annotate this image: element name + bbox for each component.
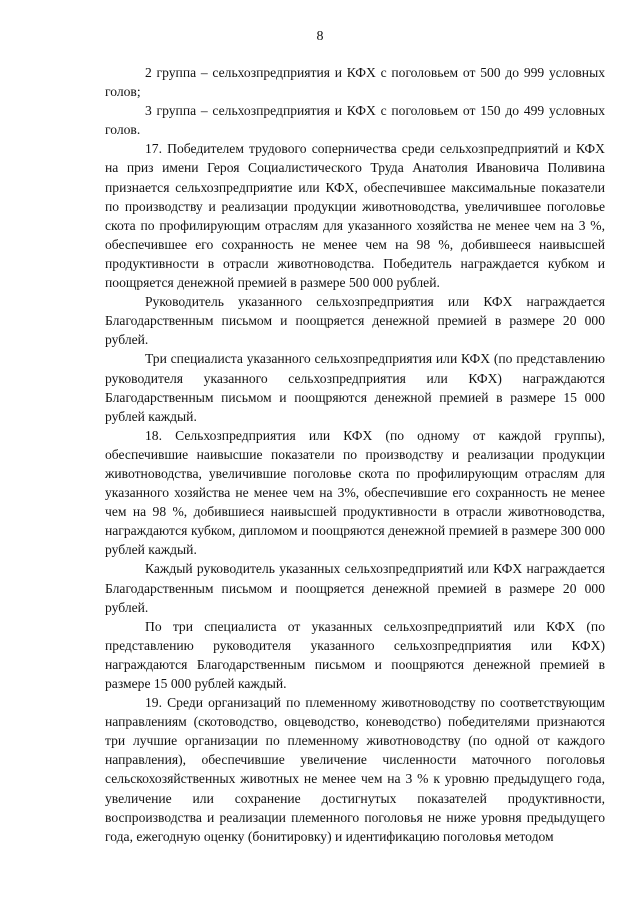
paragraph-group-2: 2 группа – сельхозпредприятия и КФХ с поголовьем от 500 до 999 условных голов; — [105, 65, 605, 100]
paragraph-item-18-specialists-award: По три специалиста от указанных сельхозпредприятий или КФХ (по представлению руководителя указанного сельхозпредприятия или КФХ) награждаются Благодарственным письмом и поощряются денежной премией в размере 15 000 рублей каждый. — [105, 618, 605, 691]
paragraph-item-19: 19. Среди организаций по племенному животноводству по соответствующим направлениям (скотоводство, овцеводство, коневодство) победителями признаются три лучшие организации по племенному животноводству (по одной от каждого направления), обеспечившие увеличение численности маточного поголовья сельскохозяйственных животных не менее чем на 3 % к уровню предыдущего года, увеличение или сохранение достигнутых показателей продуктивности, воспроизводства и реализации племенного поголовья не ниже уровня предыдущего года, ежегодную оценку (бонитировку) и идентификацию поголовья методом — [105, 695, 605, 844]
page-number: 8 — [316, 29, 324, 44]
document-body — [105, 63, 605, 846]
paragraph-item-18: 18. Сельхозпредприятия или КФХ (по одному от каждой группы), обеспечившие наивысшие показатели по производству и реализации продукции животноводства, увеличившие поголовье скота по профилирующим отраслям для указанного хозяйства не менее чем на 3%, обеспечившие его сохранность не менее чем на 98 %, добившиеся наивысшей продуктивности в отрасли животноводства, награждаются кубком, дипломом и поощряются денежной премией в размере 300 000 рублей каждый. — [105, 427, 605, 558]
paragraph-item-18-head-award: Каждый руководитель указанных сельхозпредприятий или КФХ награждается Благодарственным письмом и поощряется денежной премией в размере 20 000 рублей. — [105, 561, 605, 615]
paragraph-item-17: 17. Победителем трудового соперничества среди сельхозпредприятий и КФХ на приз имени Героя Социалистического Труда Анатолия Ивановича Поливина признается сельхозпредприятие или КФХ, обеспечившее максимальные показатели по производству и реализации продукции животноводства, увеличившее поголовье скота по профилирующим отраслям для указанного хозяйства не менее чем на 3 %, обеспечившее его сохранность не менее чем на 98 %, добившееся наивысшей продуктивности в отрасли животноводства. Победитель награждается кубком и поощряется денежной премией в размере 500 000 рублей. — [105, 141, 605, 291]
paragraph-group-3: 3 группа – сельхозпредприятия и КФХ с поголовьем от 150 до 499 условных голов. — [105, 103, 605, 138]
paragraph-item-17-specialists-award: Три специалиста указанного сельхозпредприятия или КФХ (по представлению руководителя указанного сельхозпредприятия или КФХ) награждаются Благодарственным письмом и поощряются денежной премией в размере 15 000 рублей каждый. — [105, 351, 605, 424]
paragraph-item-17-head-award: Руководитель указанного сельхозпредприятия или КФХ награждается Благодарственным письмом и поощряется денежной премией в размере 20 000 рублей. — [105, 294, 605, 348]
